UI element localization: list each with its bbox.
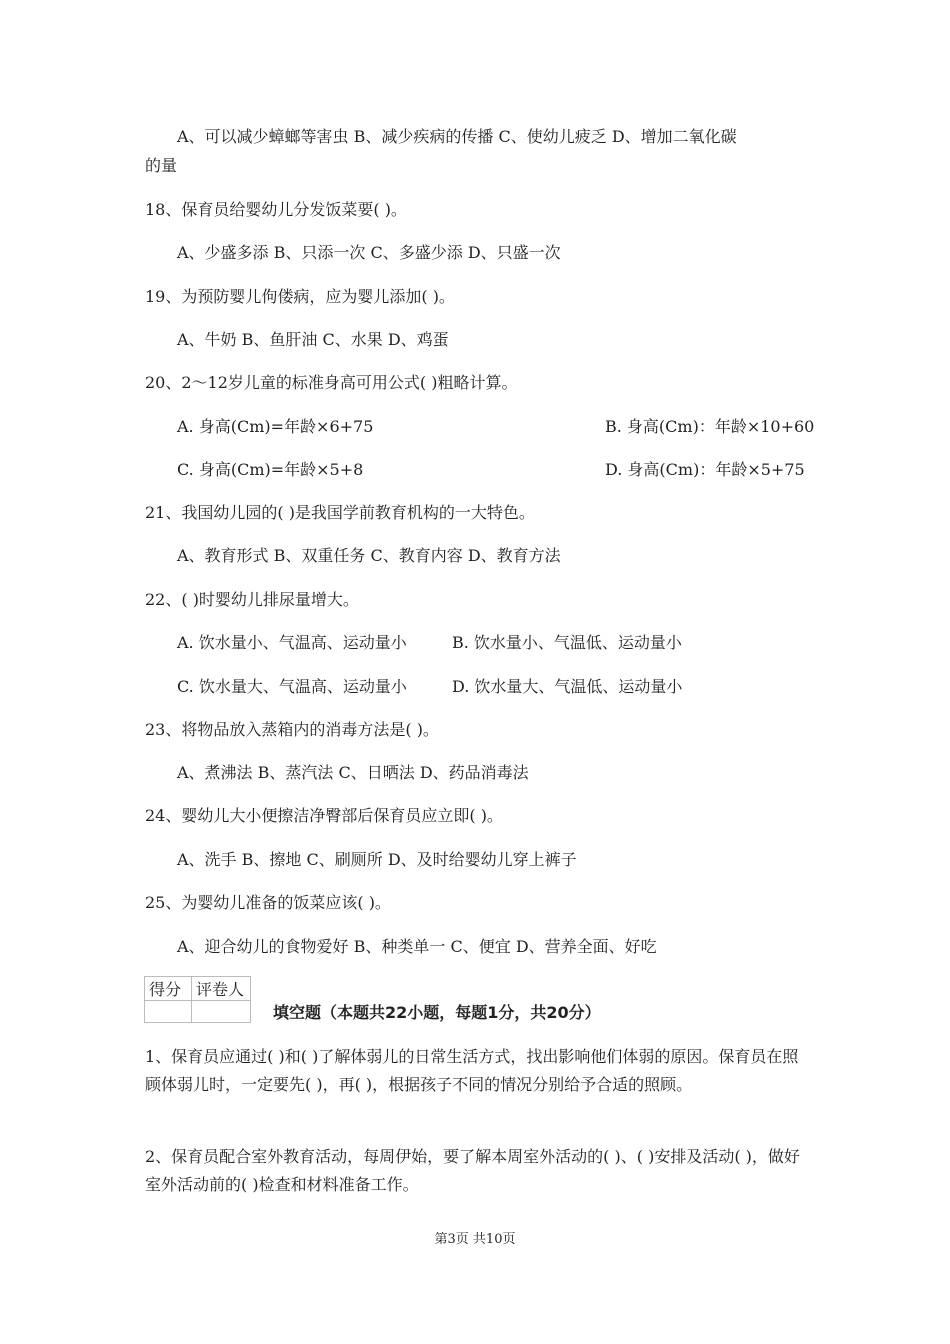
q22-options-row1 (177, 633, 682, 653)
q22-stem: 22、( )时婴幼儿排尿量增大。 (145, 590, 359, 609)
fill-question-1: 1、保育员应通过( )和( )了解体弱儿的日常生活方式，找出影响他们体弱的原因。保育员在照顾体弱儿时，一定要先( )，再( )，根据孩子不同的情况分别给予合适的照顾。 (145, 1047, 799, 1094)
q24-stem: 24、婴幼儿大小便擦洁净臀部后保育员应立即( )。 (145, 806, 503, 825)
q18-stem: 18、保育员给婴幼儿分发饭菜要( )。 (145, 200, 407, 219)
section-title: 填空题（本题共22小题，每题1分，共20分） (273, 1003, 601, 1022)
q19-options: A、牛奶 B、鱼肝油 C、水果 D、鸡蛋 (177, 330, 449, 349)
q21-stem: 21、我国幼儿园的( )是我国学前教育机构的一大特色。 (145, 503, 535, 522)
q20-stem: 20、2～12岁儿童的标准身高可用公式( )粗略计算。 (145, 373, 518, 392)
grader-header: 评卷人 (192, 977, 251, 1001)
page-footer: 第3页 共10页 (434, 1232, 516, 1247)
q21-options: A、教育形式 B、双重任务 C、教育内容 D、教育方法 (177, 546, 561, 565)
q20-option-b: B. 身高(Cm)：年龄×10+60 (605, 417, 815, 436)
q22-option-a: A. 饮水量小、气温高、运动量小 (177, 633, 407, 652)
q20-options-row2 (177, 460, 805, 480)
q19-stem: 19、为预防婴儿佝偻病，应为婴儿添加( )。 (145, 287, 455, 306)
q23-stem: 23、将物品放入蒸箱内的消毒方法是( )。 (145, 720, 439, 739)
score-cell[interactable] (145, 1001, 192, 1023)
q25-options: A、迎合幼儿的食物爱好 B、种类单一 C、便宜 D、营养全面、好吃 (177, 937, 657, 956)
q22-option-c: C. 饮水量大、气温高、运动量小 (177, 677, 407, 696)
q24-options: A、洗手 B、擦地 C、刷厕所 D、及时给婴幼儿穿上裤子 (177, 850, 577, 869)
grader-cell[interactable] (192, 1001, 251, 1023)
q20-option-a: A. 身高(Cm)=年龄×6+75 (177, 417, 374, 436)
q17-options-continued: 的量 (145, 156, 178, 175)
q17-options: A、可以减少蟑螂等害虫 B、减少疾病的传播 C、使幼儿疲乏 D、增加二氧化碳 (177, 127, 737, 146)
q22-option-b: B. 饮水量小、气温低、运动量小 (452, 633, 682, 652)
q20-option-d: D. 身高(Cm)：年龄×5+75 (605, 460, 805, 479)
q23-options: A、煮沸法 B、蒸汽法 C、日晒法 D、药品消毒法 (177, 763, 529, 782)
q22-option-d: D. 饮水量大、气温低、运动量小 (452, 677, 683, 696)
score-header: 得分 (145, 977, 192, 1001)
q25-stem: 25、为婴幼儿准备的饭菜应该( )。 (145, 893, 391, 912)
q18-options: A、少盛多添 B、只添一次 C、多盛少添 D、只盛一次 (177, 243, 561, 262)
fill-question-2: 2、保育员配合室外教育活动，每周伊始，要了解本周室外活动的( )、( )安排及活动( )，做好室外活动前的( )检查和材料准备工作。 (145, 1147, 800, 1194)
score-table (144, 976, 251, 1023)
q20-option-c: C. 身高(Cm)=年龄×5+8 (177, 460, 364, 479)
q22-options-row2 (177, 677, 683, 697)
q20-options-row1 (177, 417, 815, 437)
